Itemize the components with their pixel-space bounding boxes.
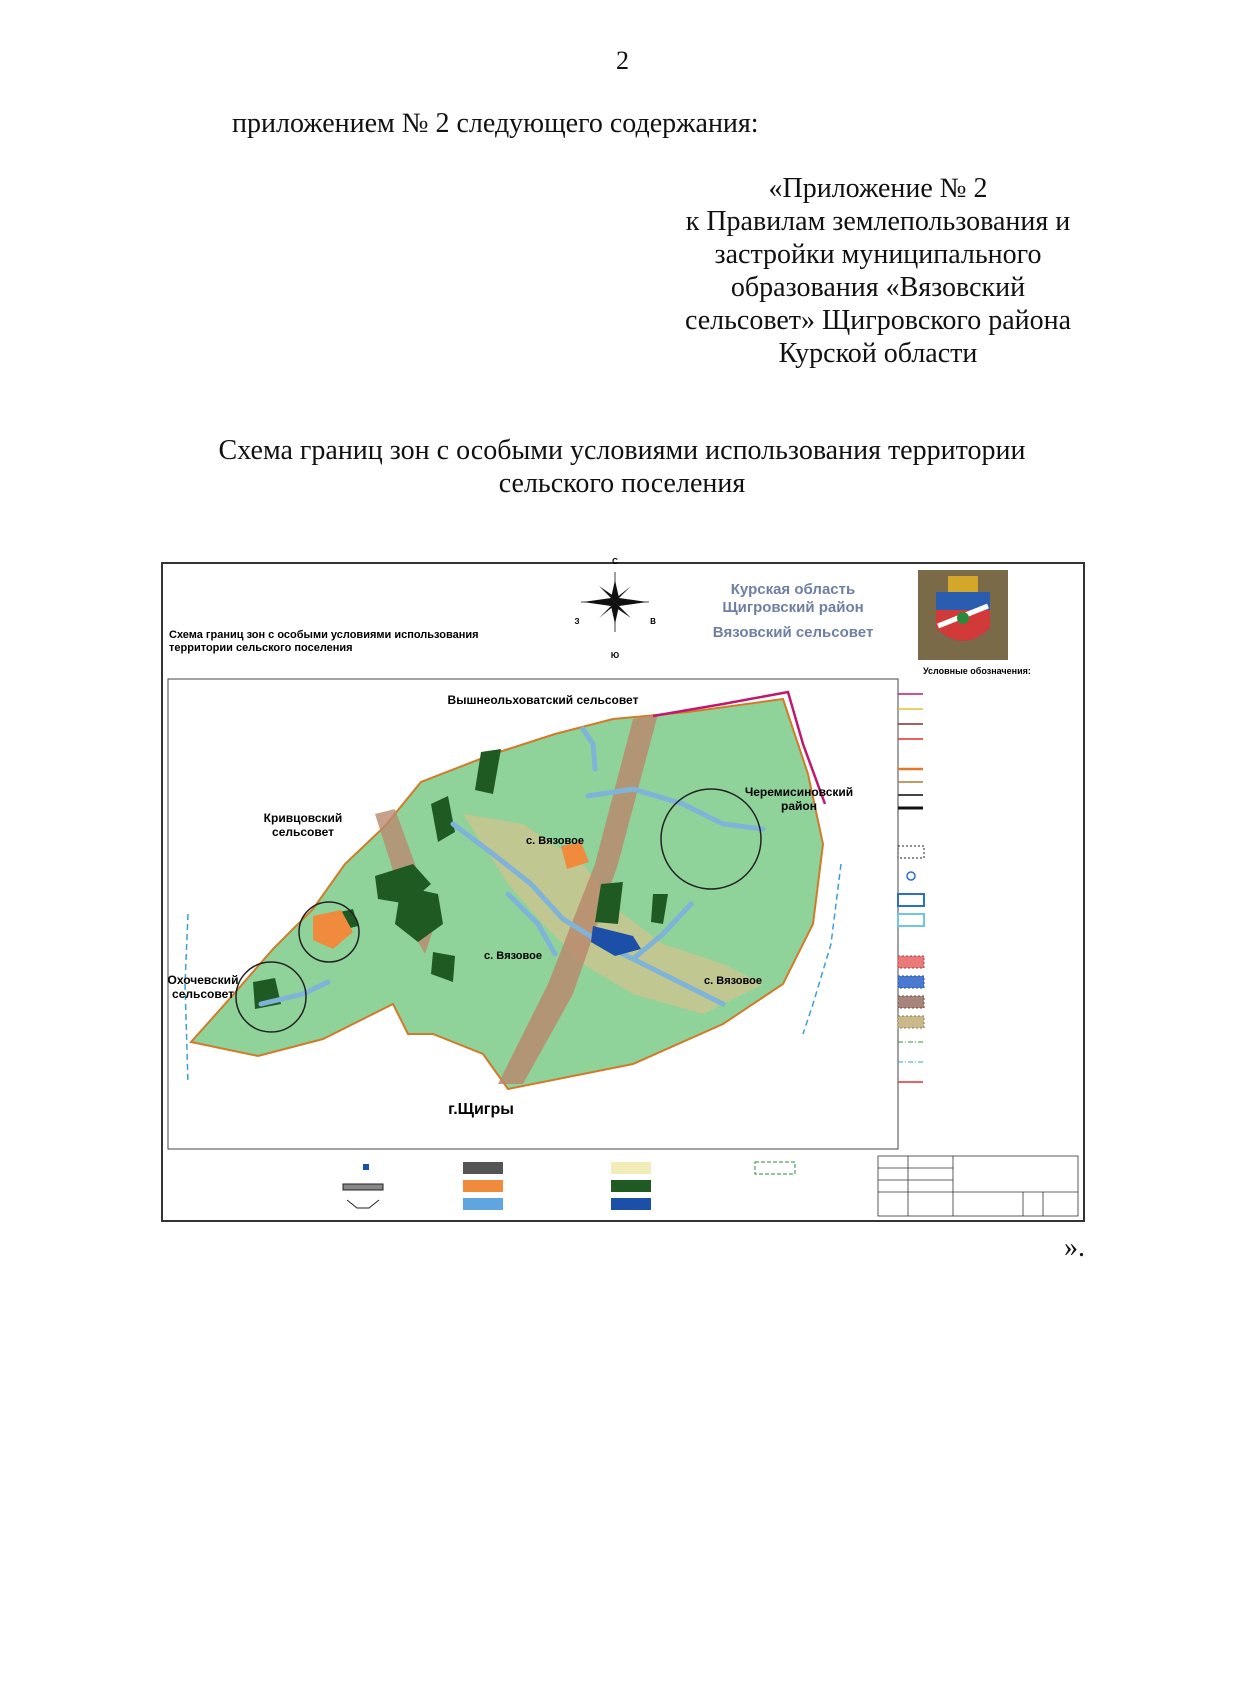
closing-mark: ». [1064, 1232, 1085, 1263]
map-council-label: Вязовский сельсовет [712, 624, 874, 641]
place-label-city: г.Щигры [448, 1101, 514, 1118]
zone-map [161, 557, 1085, 1222]
compass-south-label: Ю [610, 651, 620, 660]
appendix-line: Курской области [778, 338, 978, 369]
village-label: с. Вязовое [484, 950, 542, 962]
village-label: с. Вязовое [704, 975, 762, 987]
legend-zone-swatches [898, 846, 924, 1082]
compass-north-label: С [612, 557, 618, 566]
appendix-line: к Правилам землепользования и [685, 206, 1071, 237]
map-district-label: Щигровский район [722, 599, 864, 616]
document-title-line: Схема границ зон с особыми условиями использования территории [218, 435, 1026, 466]
document-title-line: сельского поселения [498, 468, 746, 499]
compass-rose [581, 572, 649, 632]
compass-east-label: В [650, 617, 656, 626]
map-inner-title-line: территории сельского поселения [169, 642, 353, 654]
place-label-southwest: Охочевский [167, 973, 239, 987]
legend-title: Условные обозначения: [923, 666, 1031, 676]
place-label-east: Черемисиновский [744, 785, 854, 799]
legend-boundaries [898, 694, 923, 808]
appendix-line: «Приложение № 2 [768, 173, 988, 204]
village-label: с. Вязовое [526, 835, 584, 847]
compass-west-label: З [574, 617, 580, 626]
document-title [150, 434, 1094, 500]
map-inner-title-line: Схема границ зон с особыми условиями использования [169, 629, 479, 641]
intro-text: приложением № 2 следующего содержания: [232, 108, 759, 139]
map-canvas [163, 557, 1083, 1220]
appendix-line: застройки муниципального [714, 239, 1042, 270]
place-label-southwest: сельсовет [172, 987, 234, 1001]
place-label-east: район [781, 799, 817, 813]
map-region-label: Курская область [730, 581, 856, 598]
bottom-legend-swatches [343, 1162, 795, 1210]
appendix-heading [650, 172, 1106, 370]
appendix-line: сельсовет» Щигровского района [684, 305, 1072, 336]
page-number: 2 [616, 46, 629, 75]
place-label-west: Кривцовский [263, 811, 343, 825]
title-block-stamp [878, 1156, 1078, 1216]
coat-of-arms [918, 570, 1008, 660]
place-label-north: Вышнеольховатский сельсовет [447, 693, 639, 707]
place-label-west: сельсовет [272, 825, 334, 839]
appendix-line: образования «Вязовский [730, 272, 1026, 303]
